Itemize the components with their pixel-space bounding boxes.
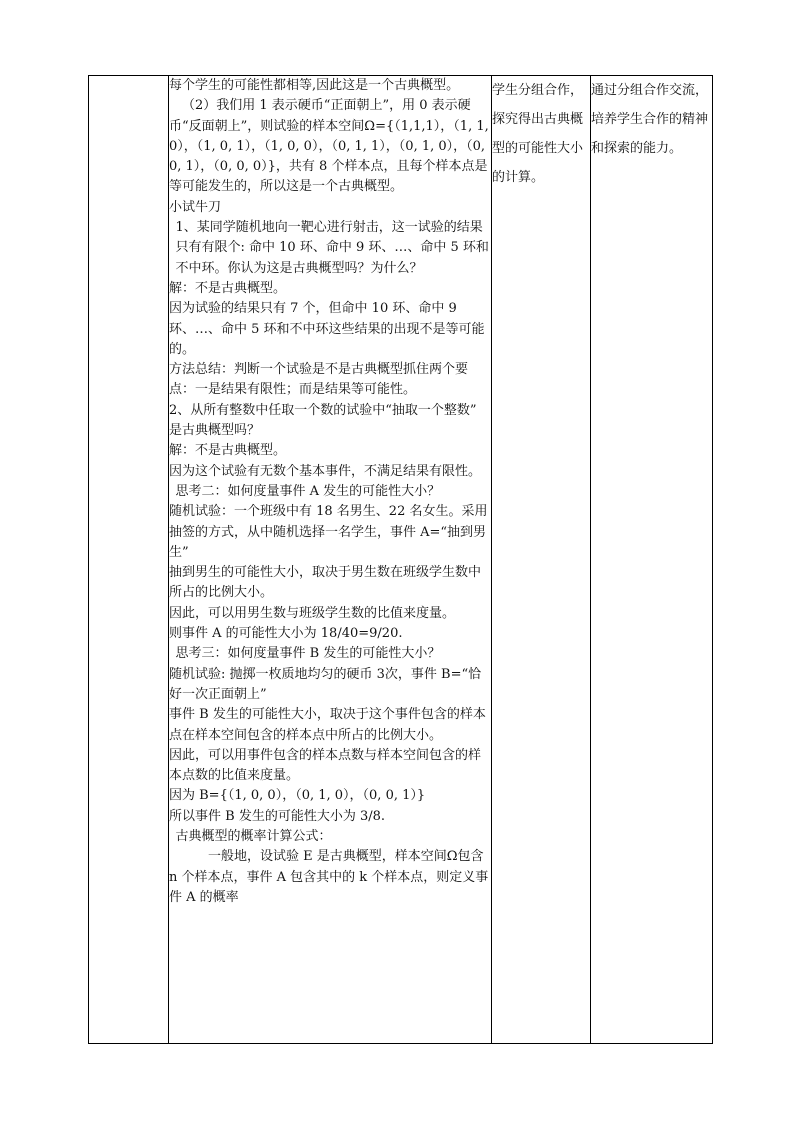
content-paragraph: 随机试验：一个班级中有 18 名男生、22 名女生。采用抽签的方式，从中随机选择一名学生，事件 A=“抽到男生” — [169, 504, 488, 560]
content-paragraph: 因为试验的结果只有 7 个，但命中 10 环、命中 9 环、…、命中 5 环和不中环这些结果的出现不是等可能的。 — [169, 301, 485, 357]
content-paragraph: 因此，可以用男生数与班级学生数的比值来度量。 — [169, 605, 456, 621]
design-intent-cell — [591, 76, 713, 1044]
content-paragraph: 是古典概型吗？ — [169, 423, 261, 439]
content-paragraph: 事件 B 发生的可能性大小，取决于这个事件包含的样本点在样本空间包含的样本点中所占的比例大小。 — [169, 707, 486, 743]
table-row — [89, 76, 713, 1044]
design-intent-text: 通过分组合作交流，培养学生合作的精神和探索的能力。 — [591, 83, 709, 156]
content-paragraph: 因为这个试验有无数个基本事件，不满足结果有限性。 — [169, 463, 482, 479]
section-heading: 思考三：如何度量事件 B 发生的可能性大小？ — [175, 646, 441, 662]
teaching-content-cell — [169, 76, 492, 1044]
content-paragraph: 一般地，设试验 E 是古典概型，样本空间Ω包含 n 个样本点，事件 A 包含其中的 k 个样本点，则定义事件 A 的概率 — [169, 849, 489, 905]
content-paragraph: 解：不是古典概型。 — [169, 443, 287, 459]
content-paragraph: （2）我们用 1 表示硬币“正面朝上”，用 0 表示硬币“反面朝上”，则试验的样本空间Ω={（1,1,1），（1, 1, 0），（1, 0, 1），（1, 0, 0），（0, 1, 1），（0, 1, 0），（0, 0, 1），（0, 0, 0）}，共有 8 个样本点，且每个样本点是等可能发生的，所以这是一个古典概型。 — [169, 98, 489, 195]
content-paragraph: 则事件 A 的可能性大小为 18/40=9/20. — [169, 626, 403, 642]
section-heading: 古典概型的概率计算公式： — [175, 828, 332, 844]
content-paragraph: 因此，可以用事件包含的样本点数与样本空间包含的样本点数的比值来度量。 — [169, 747, 482, 784]
exercise-question: 2、从所有整数中任取一个数的试验中“抽取一个整数” — [169, 402, 477, 418]
student-activity-cell — [492, 76, 591, 1044]
exercise-question: 1、某同学随机地向一靶心进行射击，这一试验的结果只有有限个: 命中 10 环、命中 9 环、…、命中 5 环和不中环。你认为这是古典概型吗？为什么？ — [175, 220, 489, 276]
student-activity-text: 学生分组合作，探究得出古典概型的可能性大小的计算。 — [492, 83, 584, 185]
content-paragraph: 因为 B={（1, 0, 0），（0, 1, 0），（0, 0, 1）} — [169, 788, 426, 804]
lesson-plan-table — [88, 75, 713, 1044]
section-heading: 思考二：如何度量事件 A 发生的可能性大小？ — [175, 483, 441, 499]
content-paragraph: 方法总结：判断一个试验是不是古典概型抓住两个要点：一是结果有限性；而是结果等可能性。 — [169, 362, 469, 398]
content-paragraph: 解：不是古典概型。 — [169, 280, 287, 296]
content-paragraph: 每个学生的可能性都相等,因此这是一个古典概型。 — [169, 78, 460, 93]
content-paragraph: 所以事件 B 发生的可能性大小为 3/8. — [169, 808, 386, 824]
content-paragraph: 随机试验: 抛掷一枚质地均匀的硬币 3次，事件 B=“恰好一次正面朝上” — [169, 666, 482, 702]
section-heading: 小试牛刀 — [169, 199, 222, 215]
content-paragraph: 抽到男生的可能性大小，取决于男生数在班级学生数中所占的比例大小。 — [169, 565, 482, 601]
teaching-stage-cell — [89, 76, 169, 1044]
